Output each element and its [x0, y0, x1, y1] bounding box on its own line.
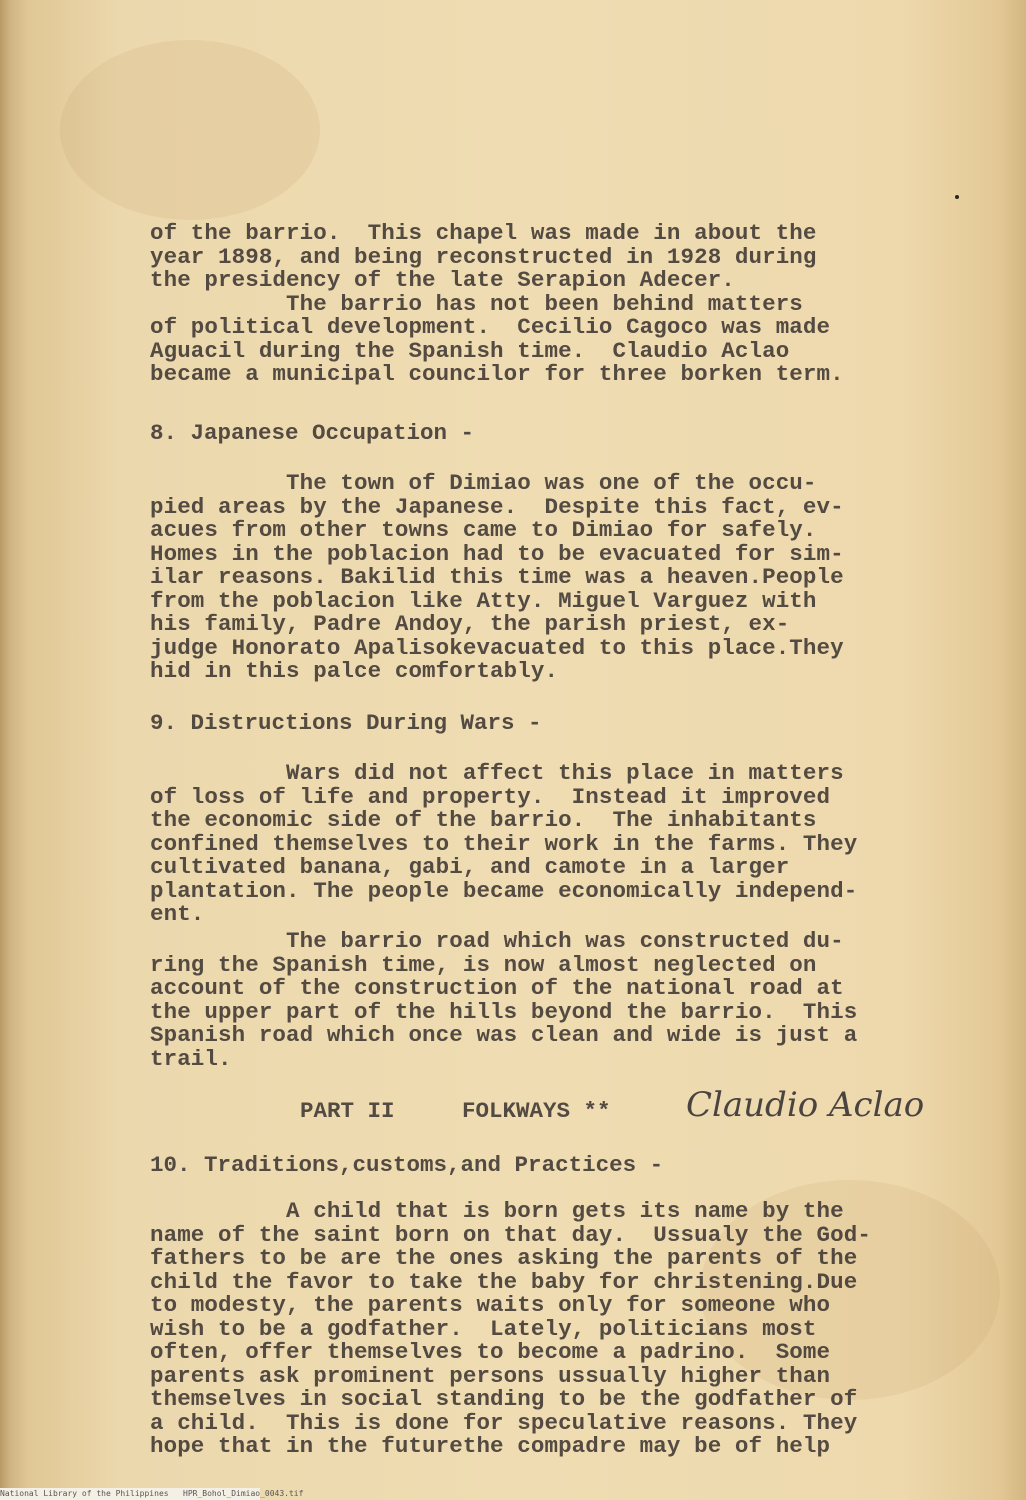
text-line: became a municipal councilor for three borken term.	[150, 361, 844, 387]
text-line: name of the saint born on that day. Ussualy the God-	[150, 1221, 871, 1248]
ink-speck	[955, 195, 959, 199]
text-line: to modesty, the parents waits only for someone who	[150, 1292, 831, 1318]
text-line: A child that is born gets its name by the	[150, 1198, 844, 1224]
paragraph-traditions	[150, 1200, 930, 1459]
text-line: judge Honorato Apalisokevacuated to this place.They	[150, 634, 844, 661]
text-line: cultivated banana, gabi, and camote in a larger	[150, 854, 790, 880]
text-line: The barrio road which was constructed du-	[150, 928, 844, 954]
text-line: Aguacil during the Spanish time. Claudio Aclao	[150, 337, 790, 364]
paper-stain	[60, 40, 320, 220]
text-line: his family, Padre Andoy, the parish priest, ex-	[150, 611, 790, 637]
text-line: often, offer themselves to become a padrino. Some	[150, 1339, 831, 1365]
signature-text: Claudio Aclao	[686, 1085, 925, 1125]
text-line: Homes in the poblacion had to be evacuated for sim-	[150, 540, 844, 567]
text-line: a child. This is done for speculative reasons. They	[150, 1409, 858, 1436]
text-line: wish to be a godfather. Lately, politicians most	[150, 1315, 817, 1342]
handwritten-signature	[680, 1082, 960, 1132]
text-line: fathers to be are the ones asking the parents of the	[150, 1245, 858, 1271]
text-line: of the barrio. This chapel was made in about the	[150, 220, 817, 246]
scan-footer-strip: National Library of the Philippines HPR_Bohol_Dimiao_0043.tif	[0, 1489, 304, 1498]
paragraph-wars	[150, 762, 930, 927]
text-line: ilar reasons. Bakilid this time was a heaven.People	[150, 564, 844, 590]
text-line: The barrio has not been behind matters	[150, 290, 803, 317]
section-heading-8: 8. Japanese Occupation -	[150, 420, 475, 446]
paragraph-chapel	[150, 222, 930, 387]
text-line: pied areas by the Japanese. Despite this fact, ev-	[150, 493, 844, 520]
text-line: from the poblacion like Atty. Miguel Varguez with	[150, 587, 817, 614]
paragraph-japanese-occupation	[150, 472, 930, 684]
text-line: account of the construction of the national road at	[150, 975, 844, 1001]
text-line: confined themselves to their work in the farms. They	[150, 830, 858, 857]
text-line: acues from other towns came to Dimiao for safely.	[150, 517, 817, 543]
text-line: plantation. The people became economically independ-	[150, 877, 858, 904]
text-line: of loss of life and property. Instead it improved	[150, 783, 831, 810]
text-line: child the favor to take the baby for christening.Due	[150, 1268, 858, 1295]
text-line: trail.	[150, 1045, 232, 1072]
paragraph-barrio-road	[150, 930, 930, 1071]
text-line: parents ask prominent persons ussually higher than	[150, 1362, 831, 1389]
text-line: The town of Dimiao was one of the occu-	[150, 470, 817, 496]
text-line: year 1898, and being reconstructed in 1928 during	[150, 243, 817, 270]
text-line: the presidency of the late Serapion Adecer.	[150, 267, 735, 293]
text-line: the economic side of the barrio. The inhabitants	[150, 807, 817, 833]
part-heading: PART II FOLKWAYS **	[300, 1098, 611, 1124]
section-heading-10: 10. Traditions,customs,and Practices -	[150, 1152, 664, 1178]
text-line: hope that in the futurethe compadre may be of help	[150, 1433, 831, 1459]
text-line: ring the Spanish time, is now almost neglected on	[150, 951, 817, 978]
text-line: Wars did not affect this place in matters	[150, 760, 844, 786]
text-line: the upper part of the hills beyond the barrio. This	[150, 998, 858, 1025]
text-line: Spanish road which once was clean and wide is just a	[150, 1022, 858, 1048]
text-line: of political development. Cecilio Cagoco was made	[150, 314, 831, 340]
text-line: themselves in social standing to be the godfather of	[150, 1386, 858, 1412]
text-line: hid in this palce comfortably.	[150, 658, 559, 684]
text-line: ent.	[150, 901, 205, 927]
section-heading-9: 9. Distructions During Wars -	[150, 710, 542, 736]
